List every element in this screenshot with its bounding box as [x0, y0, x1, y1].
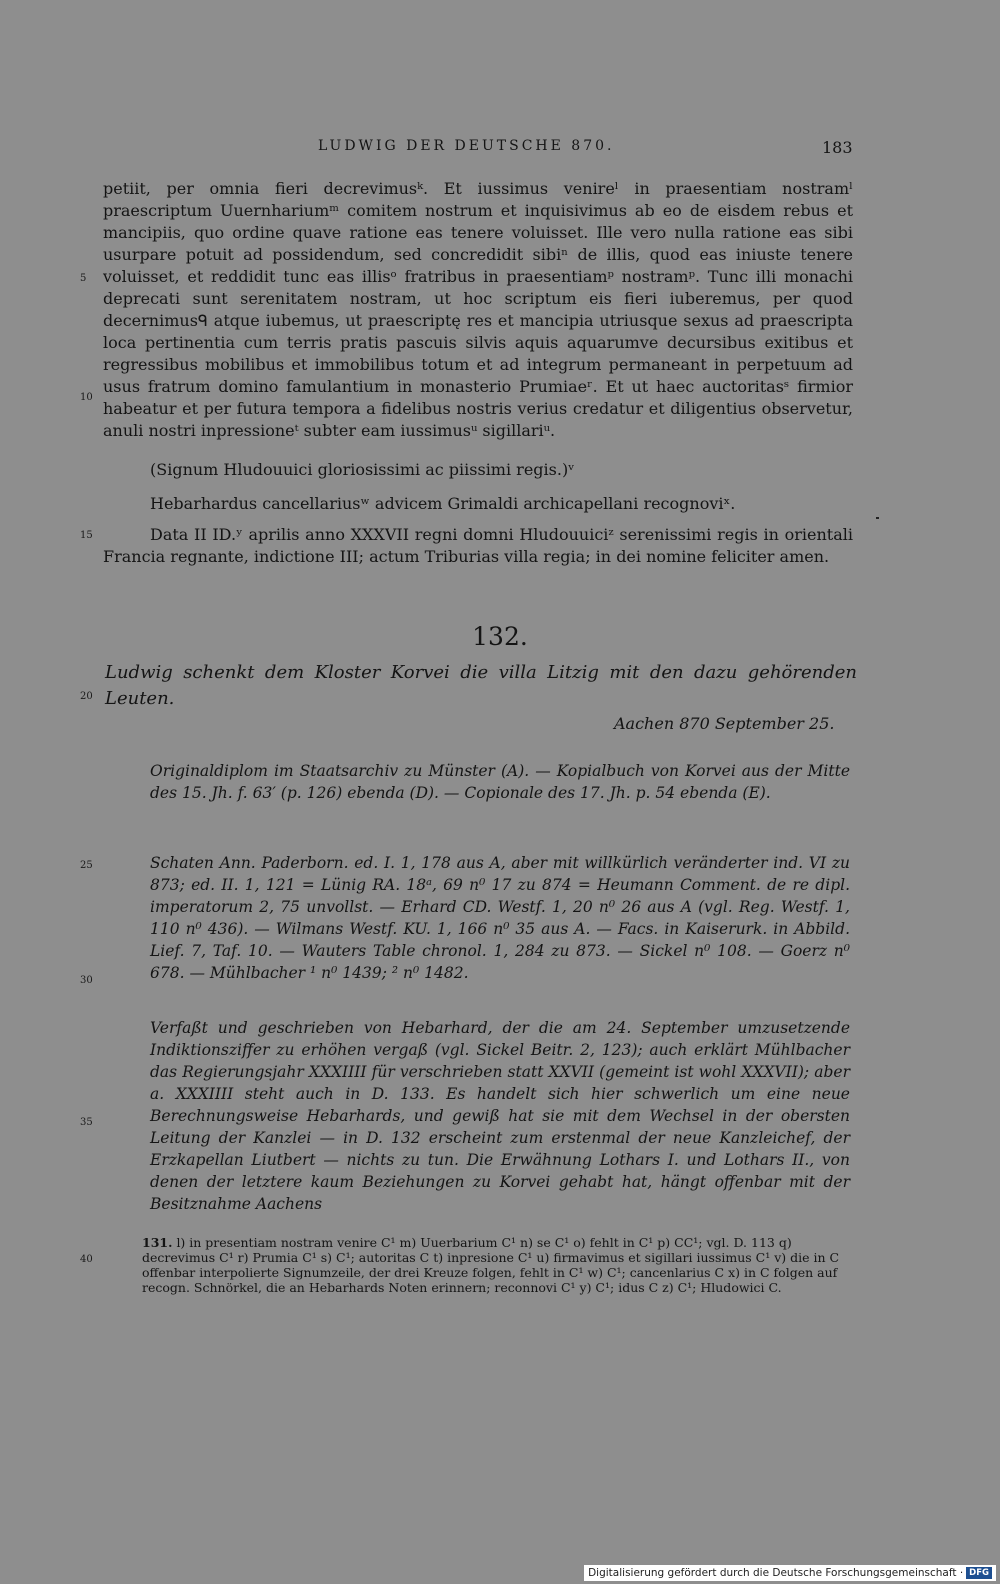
footnotes — [142, 1235, 854, 1295]
dfg-credit — [584, 1565, 996, 1581]
line-number: 25 — [80, 860, 93, 871]
commentary: Verfaßt und geschrieben von Hebarhard, der die am 24. September umzusetzende Indiktionsziffer zu erhöhen vergaß (vgl. Sickel Beitr. 2, 123); auch erklärt Mühlbacher das Regierungsjahr XXXIIII für verschrieben statt XXVII (gemeint ist wohl XXXVII); aber a. XXXIIII steht auch in D. 133. Es handelt sich hier schwerlich um eine neue Berechnungsweise Hebarhards, und gewiß hat sie mit dem Wechsel in der obersten Leitung der Kanzlei — in D. 132 erscheint zum erstenmal der neue Kanzleichef, der Erzkapellan Liutbert — nichts zu tun. Die Erwähnung Lothars I. und Lothars II., von denen der letztere kaum Beziehungen zu Korvei gehabt hat, hängt offenbar mit der Besitznahme Aachens — [150, 1019, 850, 1213]
page-number: 183 — [822, 138, 853, 157]
place-date: Aachen 870 September 25. — [614, 714, 835, 733]
footnote-label: 131. — [142, 1235, 173, 1250]
running-head: LUDWIG DER DEUTSCHE 870. — [318, 138, 615, 154]
main-paragraph: petiit, per omnia fieri decrevimusᵏ. Et iussimus venireˡ in praesentiam nostramˡ praescriptum Uuernhariumᵐ comitem nostrum et inquisivimus ab eo de eisdem rebus et mancipiis, quo ordine quave ratione eas tenere voluisset. Ille vero nulla ratione eas sibi usurpare potuit ad possidendum, sed concredidit sibiⁿ de illis, quod eas iniuste tenere voluisset, et reddidit tunc eas illisᵒ fratribus in praesentiamᵖ nostramᵖ. Tunc illi monachi deprecati sunt serenitatem nostram, ut hoc scriptum eis fieri iuberemus, per quod decernimusᑫ atque iubemus, ut praescriptę res et mancipia utriusque sexus ad praescripta loca pertinentia cum terris pratis pascuis silvis aquis aquarumve decursibus exitibus et regressibus mobilibus et immobilibus totum et ad integrum permaneant in perpetuum ad usus fratrum domino famulantium in monasterio Prumiaeʳ. Et ut haec auctoritasˢ firmior habeatur et per futura tempora a fidelibus nostris verius credatur et diligentius observetur, anuli nostri inpressioneᵗ subter eam iussimusᵘ sigillariᵘ. — [103, 179, 853, 440]
footnote-text: l) in presentiam nostram venire C¹ m) Uuerbarium C¹ n) se C¹ o) fehlt in C¹ p) CC¹; vgl. D. 113 q) decrevimus C¹ r) Prumia C¹ s) C¹; autoritas C t) inpresione C¹ u) firmavimus et sigillari iussimus C¹ v) die in C offenbar interpolierte Signumzeile, der drei Kreuze folgen, fehlt in C¹ w) C¹; cancenlarius C x) in C folgen auf recogn. Schnörkel, die an Hebarhards Noten erinnern; reconnovi C¹ y) C¹; idus C z) C¹; Hludowici C. — [142, 1235, 840, 1295]
editions-note: Schaten Ann. Paderborn. ed. I. 1, 178 aus A, aber mit willkürlich veränderter ind. VI zu 873; ed. II. 1, 121 = Lünig RA. 18ᵃ, 69 n⁰ 17 zu 874 = Heumann Comment. de re dipl. imperatorum 2, 75 unvollst. — Erhard CD. Westf. 1, 20 n⁰ 26 aus A (vgl. Reg. Westf. 1, 110 n⁰ 436). — Wilmans Westf. KU. 1, 166 n⁰ 35 aus A. — Facs. in Kaiserurk. in Abbild. Lief. 7, Taf. 10. — Wauters Table chronol. 1, 284 zu 873. — Sickel n⁰ 108. — Goerz n⁰ 678. — Mühlbacher ¹ n⁰ 1439; ² n⁰ 1482. — [150, 854, 850, 982]
dfg-logo-icon: DFG — [966, 1567, 992, 1579]
regest: Ludwig schenkt dem Kloster Korvei die villa Litzig mit den dazu gehörenden Leuten. — [105, 662, 857, 709]
document-number: 132. — [472, 622, 528, 651]
line-number: 10 — [80, 392, 93, 403]
signum-line: (Signum Hludouuici gloriosissimi ac piissimi regis.)ᵛ — [150, 460, 575, 479]
recognition-line: Hebarhardus cancellariusʷ advicem Grimaldi archicapellani recognoviˣ. — [150, 494, 736, 513]
data-clause: Data II ID.ʸ aprilis anno XXXVII regni domni Hludouuiciᶻ serenissimi regis in orientali Francia regnante, indictione III; actum Triburias villa regia; in dei nomine feliciter amen. — [103, 525, 853, 566]
credit-text: Digitalisierung gefördert durch die Deutsche Forschungsgemeinschaft · — [588, 1567, 964, 1579]
line-number: 40 — [80, 1254, 93, 1265]
line-number: 30 — [80, 975, 93, 986]
line-number: 5 — [80, 273, 87, 284]
tradition-note: Originaldiplom im Staatsarchiv zu Münster (A). — Kopialbuch von Korvei aus der Mitte des 15. Jh. f. 63′ (p. 126) ebenda (D). — Copionale des 17. Jh. p. 54 ebenda (E). — [150, 762, 850, 802]
scan-artifact — [876, 517, 879, 519]
line-number: 15 — [80, 530, 93, 541]
line-number: 35 — [80, 1117, 93, 1128]
line-number: 20 — [80, 691, 93, 702]
